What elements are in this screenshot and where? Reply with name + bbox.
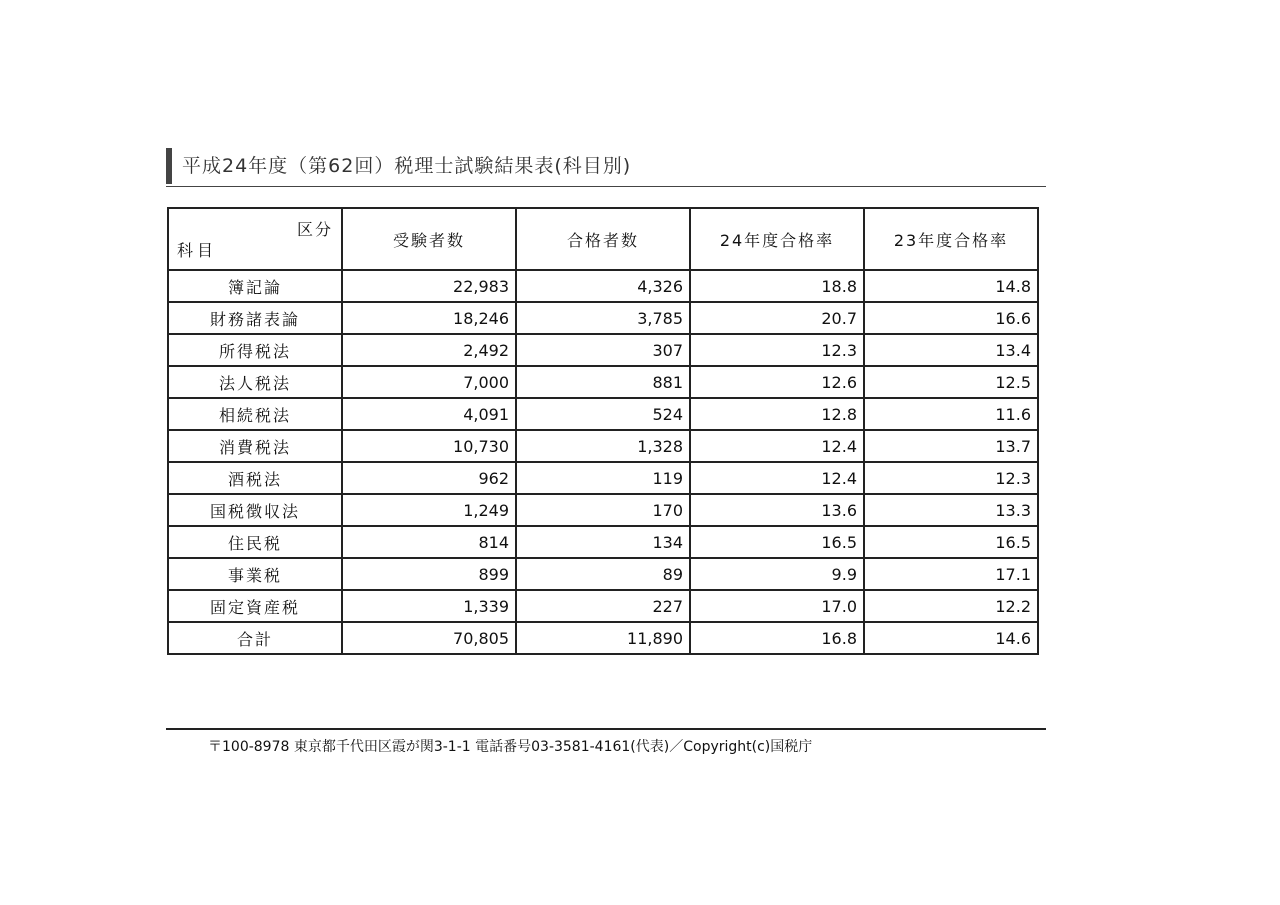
rate-23-cell: 14.8 [864,270,1038,302]
table-row [168,334,1038,366]
subject-cell: 相続税法 [168,398,342,430]
table-row [168,494,1038,526]
table-row [168,590,1038,622]
table-row [168,366,1038,398]
passers-cell: 307 [516,334,690,366]
rate-24-cell: 17.0 [690,590,864,622]
rate-24-cell: 9.9 [690,558,864,590]
examinees-cell: 7,000 [342,366,516,398]
examinees-cell: 814 [342,526,516,558]
table-row [168,270,1038,302]
rate-24-cell: 13.6 [690,494,864,526]
table-header-row [168,208,1038,270]
examinees-cell: 18,246 [342,302,516,334]
examinees-cell: 1,249 [342,494,516,526]
rate-23-cell: 12.3 [864,462,1038,494]
rate-23-cell: 12.5 [864,366,1038,398]
page-title: 平成24年度（第62回）税理士試験結果表(科目別) [182,155,632,177]
examinees-cell: 962 [342,462,516,494]
subject-cell: 所得税法 [168,334,342,366]
subject-cell: 国税徴収法 [168,494,342,526]
rate-23-cell: 13.7 [864,430,1038,462]
rate-23-cell: 16.6 [864,302,1038,334]
header-examinees: 受験者数 [342,208,516,270]
subject-cell: 財務諸表論 [168,302,342,334]
header-corner-kubun: 区分 [296,220,333,239]
rate-23-cell: 14.6 [864,622,1038,654]
rate-23-cell: 13.4 [864,334,1038,366]
header-passers: 合格者数 [516,208,690,270]
passers-cell: 524 [516,398,690,430]
results-table [167,207,1039,655]
rate-24-cell: 16.8 [690,622,864,654]
rate-24-cell: 12.6 [690,366,864,398]
passers-cell: 4,326 [516,270,690,302]
rate-23-cell: 13.3 [864,494,1038,526]
rate-23-cell: 16.5 [864,526,1038,558]
footer [166,728,1046,755]
subject-cell: 法人税法 [168,366,342,398]
rate-24-cell: 16.5 [690,526,864,558]
rate-24-cell: 18.8 [690,270,864,302]
examinees-cell: 899 [342,558,516,590]
examinees-cell: 22,983 [342,270,516,302]
subject-cell: 固定資産税 [168,590,342,622]
rate-24-cell: 12.4 [690,430,864,462]
header-corner-kamoku: 科目 [177,241,218,260]
table-row [168,430,1038,462]
passers-cell: 11,890 [516,622,690,654]
rate-23-cell: 12.2 [864,590,1038,622]
passers-cell: 881 [516,366,690,398]
title-block [166,146,1046,187]
subject-cell: 合計 [168,622,342,654]
rate-23-cell: 11.6 [864,398,1038,430]
header-corner-cell [168,208,342,270]
rate-24-cell: 12.8 [690,398,864,430]
subject-cell: 住民税 [168,526,342,558]
subject-cell: 事業税 [168,558,342,590]
table-row [168,302,1038,334]
passers-cell: 134 [516,526,690,558]
passers-cell: 3,785 [516,302,690,334]
passers-cell: 170 [516,494,690,526]
passers-cell: 227 [516,590,690,622]
rate-24-cell: 12.4 [690,462,864,494]
examinees-cell: 10,730 [342,430,516,462]
subject-cell: 簿記論 [168,270,342,302]
passers-cell: 1,328 [516,430,690,462]
table-row [168,398,1038,430]
table-total-row [168,622,1038,654]
table-row [168,462,1038,494]
examinees-cell: 70,805 [342,622,516,654]
table-row [168,526,1038,558]
subject-cell: 消費税法 [168,430,342,462]
header-rate-23: 23年度合格率 [864,208,1038,270]
subject-cell: 酒税法 [168,462,342,494]
examinees-cell: 1,339 [342,590,516,622]
rate-24-cell: 12.3 [690,334,864,366]
passers-cell: 119 [516,462,690,494]
footer-address: 〒100-8978 東京都千代田区霞が関3-1-1 電話番号03-3581-4161(代表)／Copyright(c)国税庁 [208,739,813,755]
rate-23-cell: 17.1 [864,558,1038,590]
title-accent-bar [166,148,172,184]
table-row [168,558,1038,590]
rate-24-cell: 20.7 [690,302,864,334]
header-rate-24: 24年度合格率 [690,208,864,270]
examinees-cell: 4,091 [342,398,516,430]
passers-cell: 89 [516,558,690,590]
examinees-cell: 2,492 [342,334,516,366]
